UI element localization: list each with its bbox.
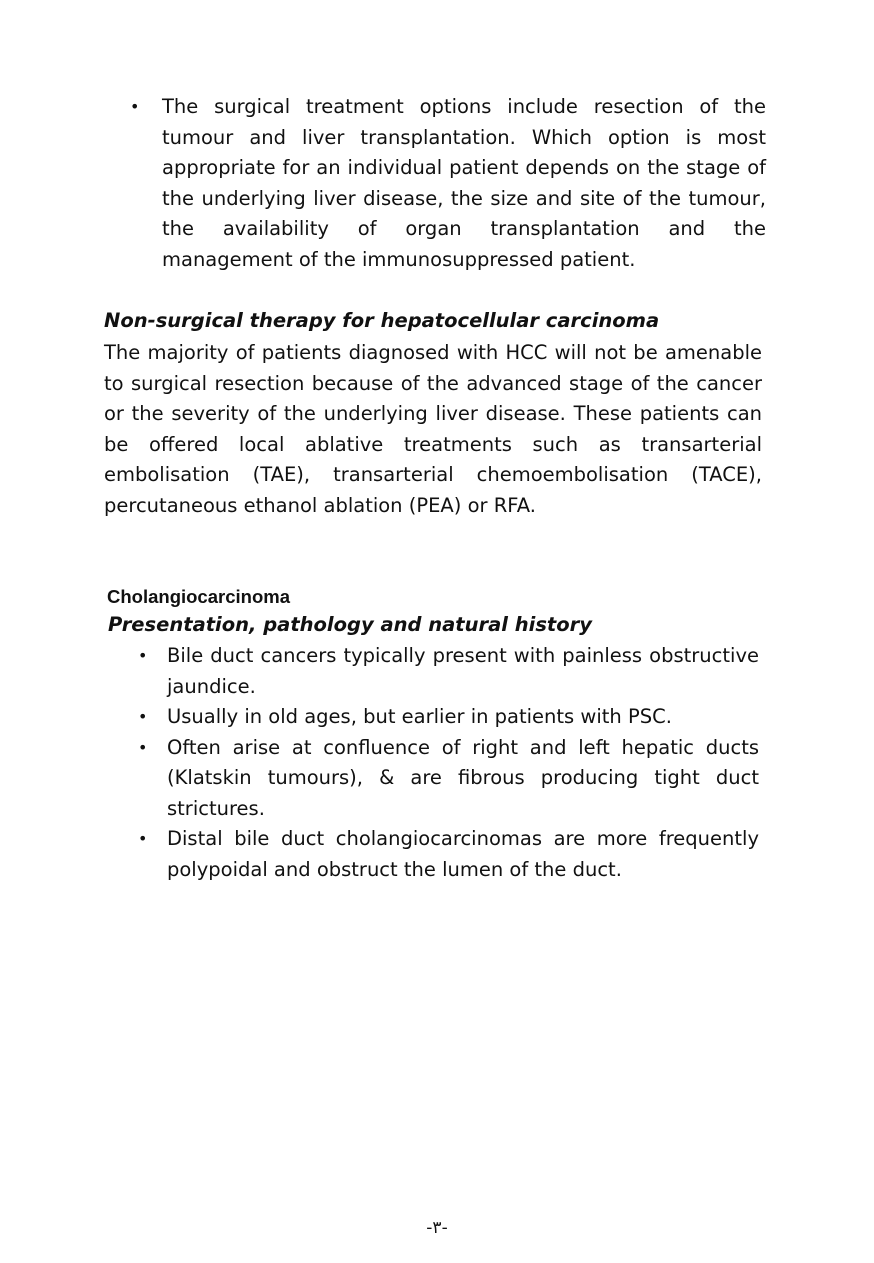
cholangiocarcinoma-bullet-list xyxy=(138,641,759,885)
bullet-marker: • xyxy=(138,707,148,726)
list-item-text: Distal bile duct cholangiocarcinomas are more frequently polypoidal and obstruct the lumen of the duct. xyxy=(167,827,759,881)
bullet-marker: • xyxy=(138,829,148,848)
list-item-text: Usually in old ages, but earlier in patients with PSC. xyxy=(167,705,672,728)
bullet-marker: • xyxy=(138,737,148,757)
nonsurgical-therapy-paragraph: The majority of patients diagnosed with HCC will not be amenable to surgical resection because of the advanced stage of the cancer or the severity of the underlying liver disease. These patients can be offered local ablative treatments such as transarterial embolisation (TAE), transarterial chemoembolisation (TACE), percutaneous ethanol ablation (PEA) or RFA. xyxy=(104,341,762,517)
list-item xyxy=(138,641,759,702)
surgical-options-text: The surgical treatment options include resection of the tumour and liver transplantation. Which option is most appropriate for an individual patient depends on the stage of the underlying liver disease, the size and site of the tumour, the availability of organ transplantation and the management of the immunosuppressed patient. xyxy=(162,95,766,271)
list-item xyxy=(138,824,759,885)
surgical-options-bullet xyxy=(130,92,766,275)
list-item-text: Bile duct cancers typically present with painless obstructive jaundice. xyxy=(167,644,759,698)
nonsurgical-therapy-heading: Non-surgical therapy for hepatocellular carcinoma xyxy=(104,309,660,332)
list-item-text: Often arise at confluence of right and left hepatic ducts (Klatskin tumours), & are fibrous producing tight duct strictures. xyxy=(167,735,759,820)
cholangiocarcinoma-title: Cholangiocarcinoma xyxy=(107,586,290,607)
page-number: -٣- xyxy=(426,1218,448,1238)
presentation-pathology-heading: Presentation, pathology and natural history xyxy=(108,613,592,636)
list-item xyxy=(138,702,759,733)
bullet-marker: • xyxy=(138,646,148,665)
bullet-marker: • xyxy=(130,97,140,116)
list-item xyxy=(138,733,759,825)
